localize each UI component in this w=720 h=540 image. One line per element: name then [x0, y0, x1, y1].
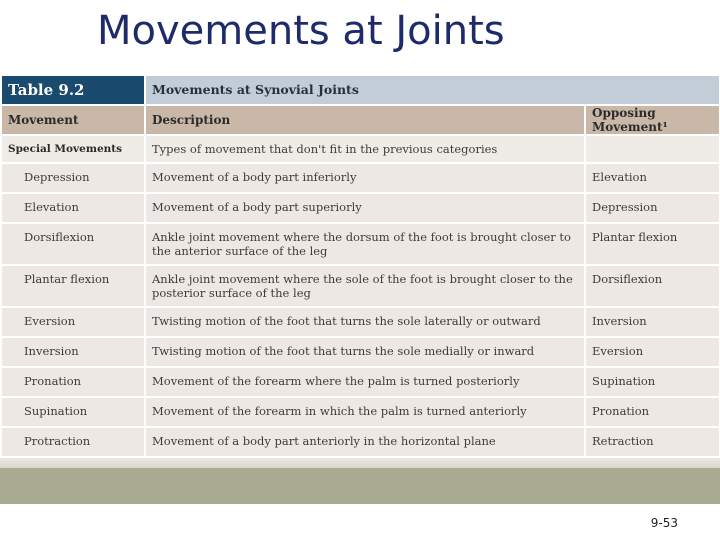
movement-cell: Protraction — [1, 427, 145, 457]
table-title: Movements at Synovial Joints — [145, 75, 720, 105]
movement-cell: Dorsiflexion — [1, 223, 145, 265]
table-row — [1, 367, 720, 397]
column-header-opposing: Opposing Movement¹ — [585, 105, 720, 135]
description-cell: Movement of a body part superiorly — [145, 193, 585, 223]
opposing-cell: Depression — [585, 193, 720, 223]
opposing-cell: Inversion — [585, 307, 720, 337]
table-row — [1, 307, 720, 337]
table-row — [1, 397, 720, 427]
table-row — [1, 265, 720, 307]
table-row — [1, 223, 720, 265]
section-row — [1, 135, 720, 163]
page-number: 9-53 — [650, 516, 678, 530]
opposing-cell: Plantar flexion — [585, 223, 720, 265]
opposing-cell: Supination — [585, 367, 720, 397]
description-cell: Movement of the forearm in which the palm is turned anteriorly — [145, 397, 585, 427]
footer-bar — [0, 468, 720, 504]
column-header-description: Description — [145, 105, 585, 135]
description-cell: Movement of a body part inferiorly — [145, 163, 585, 193]
movement-cell: Supination — [1, 397, 145, 427]
slide-title: Movements at Joints — [97, 8, 505, 54]
section-description: Types of movement that don't fit in the previous categories — [145, 135, 585, 163]
column-header-movement: Movement — [1, 105, 145, 135]
section-opposing — [585, 135, 720, 163]
section-name: Special Movements — [1, 135, 145, 163]
opposing-cell: Elevation — [585, 163, 720, 193]
movement-cell: Inversion — [1, 337, 145, 367]
table-banner — [1, 75, 720, 105]
movement-cell: Pronation — [1, 367, 145, 397]
opposing-cell: Dorsiflexion — [585, 265, 720, 307]
table-row — [1, 337, 720, 367]
table-number: Table 9.2 — [1, 75, 145, 105]
movement-cell: Plantar flexion — [1, 265, 145, 307]
table-fade-divider — [0, 458, 720, 468]
description-cell: Ankle joint movement where the sole of the foot is brought closer to the posterior surface of the leg — [145, 265, 585, 307]
description-cell: Ankle joint movement where the dorsum of the foot is brought closer to the anterior surface of the leg — [145, 223, 585, 265]
table-header-row — [1, 105, 720, 135]
movements-table — [0, 74, 719, 488]
opposing-cell: Eversion — [585, 337, 720, 367]
movement-cell: Depression — [1, 163, 145, 193]
table-row — [1, 427, 720, 457]
table-row — [1, 163, 720, 193]
description-cell: Movement of a body part anteriorly in the horizontal plane — [145, 427, 585, 457]
movement-cell: Elevation — [1, 193, 145, 223]
movement-cell: Eversion — [1, 307, 145, 337]
opposing-cell: Retraction — [585, 427, 720, 457]
description-cell: Twisting motion of the foot that turns the sole laterally or outward — [145, 307, 585, 337]
table-row — [1, 193, 720, 223]
opposing-cell: Pronation — [585, 397, 720, 427]
description-cell: Movement of the forearm where the palm is turned posteriorly — [145, 367, 585, 397]
description-cell: Twisting motion of the foot that turns the sole medially or inward — [145, 337, 585, 367]
